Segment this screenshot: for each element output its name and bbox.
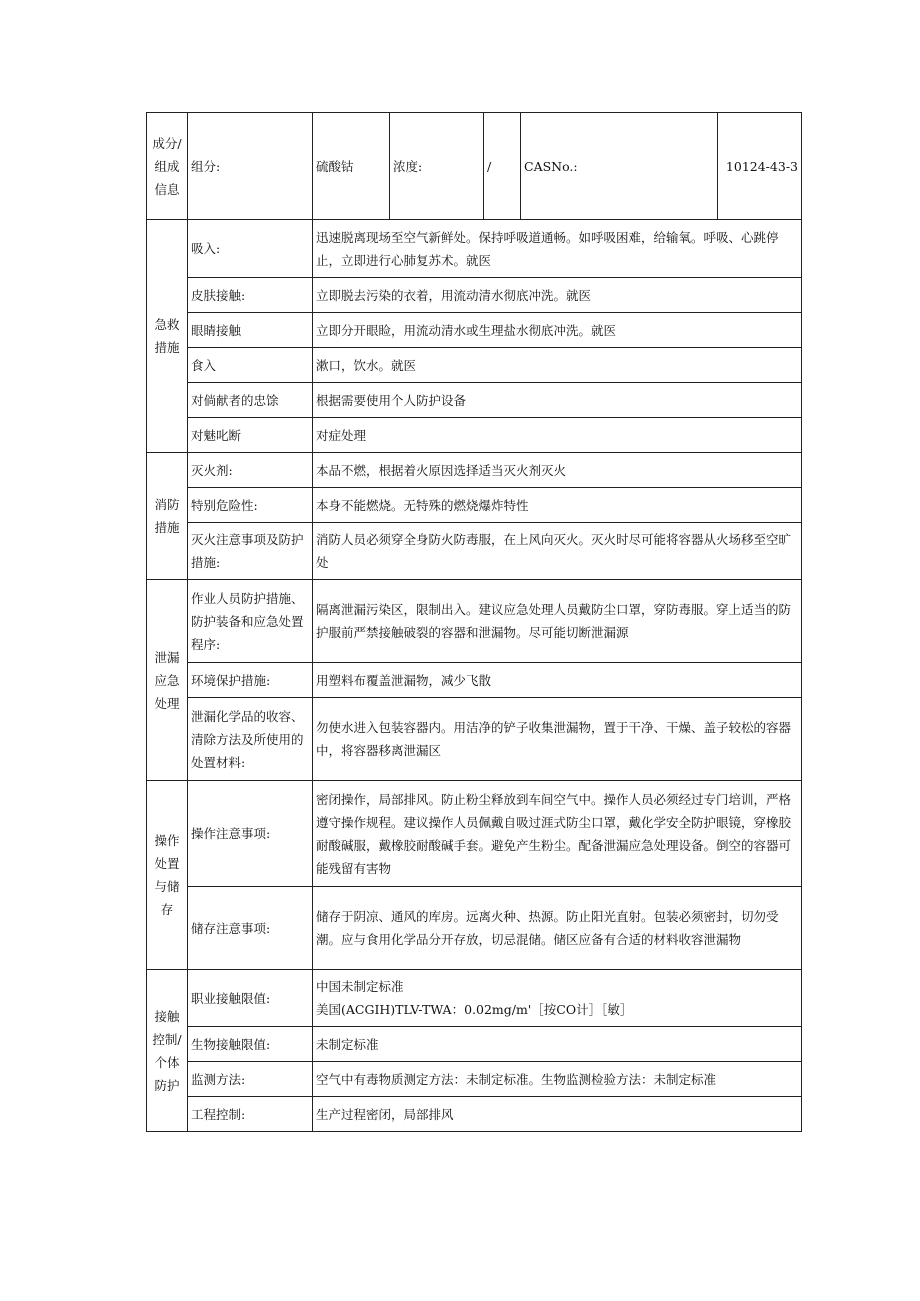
exposure-label: 工程控制: bbox=[188, 1097, 313, 1132]
exposure-row bbox=[147, 970, 802, 1027]
cas-value: 10124-43-3 bbox=[718, 113, 802, 220]
first-aid-row bbox=[147, 220, 802, 278]
exposure-content: 空气中有毒物质测定方法：未制定标准。生物监测检验方法：未制定标准 bbox=[313, 1062, 802, 1097]
fire-row bbox=[147, 453, 802, 488]
first-aid-row bbox=[147, 278, 802, 313]
exposure-row bbox=[147, 1097, 802, 1132]
cas-label: CASNo.: bbox=[521, 113, 718, 220]
handling-section-title: 操作处置与储存 bbox=[147, 781, 188, 970]
first-aid-content: 漱口，饮水。就医 bbox=[313, 348, 802, 383]
fire-row bbox=[147, 488, 802, 523]
fire-label: 灭火剂: bbox=[188, 453, 313, 488]
leak-label: 环境保护措施: bbox=[188, 663, 313, 698]
handling-content: 密闭操作，局部排风。防止粉尘释放到车间空气中。操作人员必须经过专门培训，严格遵守操作规程。建议操作人员佩戴自吸过涯式防尘口罩，戴化学安全防护眼镜，穿橡胶耐酸碱服，戴橡胶耐酸碱手套。避免产生粉尘。配备泄漏应急处理设备。倒空的容器可能残留有害物 bbox=[313, 781, 802, 887]
leak-content: 隔离泄漏污染区，限制出入。建议应急处理人员戴防尘口罩，穿防毒服。穿上适当的防护服前严禁接触破裂的容器和泄漏物。尽可能切断泄漏源 bbox=[313, 580, 802, 663]
first-aid-label: 对魅叱断 bbox=[188, 418, 313, 453]
exposure-content bbox=[313, 970, 802, 1027]
leak-section-title: 泄漏应急处理 bbox=[147, 580, 188, 781]
exposure-limit-acgih: 美国(ACGIH)TLV-TWA：0.02mg/m'［按CO计］［敏］ bbox=[316, 1002, 633, 1017]
fire-section-title: 消防措施 bbox=[147, 453, 188, 580]
leak-label: 作业人员防护措施、防护装备和应急处置程序: bbox=[188, 580, 313, 663]
handling-label: 操作注意事项: bbox=[188, 781, 313, 887]
exposure-label: 职业接触限值: bbox=[188, 970, 313, 1027]
fire-row bbox=[147, 523, 802, 580]
fire-label: 灭火注意事项及防护措施: bbox=[188, 523, 313, 580]
fire-content: 消防人员必须穿全身防火防毒服，在上风向灭火。灭火时尽可能将容器从火场移至空旷处 bbox=[313, 523, 802, 580]
handling-content: 储存于阴凉、通风的库房。远离火种、热源。防止阳光直射。包装必须密封，切勿受潮。应与食用化学品分开存放，切忌混储。储区应备有合适的材料收容泄漏物 bbox=[313, 887, 802, 970]
first-aid-label: 食入 bbox=[188, 348, 313, 383]
first-aid-row bbox=[147, 313, 802, 348]
fire-content: 本品不燃，根据着火原因选择适当灭火剂灭火 bbox=[313, 453, 802, 488]
leak-content: 用塑料布覆盖泄漏物，减少飞散 bbox=[313, 663, 802, 698]
exposure-content: 未制定标准 bbox=[313, 1027, 802, 1062]
leak-row bbox=[147, 698, 802, 781]
first-aid-content: 对症处理 bbox=[313, 418, 802, 453]
fire-content: 本身不能燃烧。无特殊的燃烧爆炸特性 bbox=[313, 488, 802, 523]
first-aid-content: 立即脱去污染的衣着，用流动清水彻底冲洗。就医 bbox=[313, 278, 802, 313]
exposure-label: 监测方法: bbox=[188, 1062, 313, 1097]
first-aid-section-title: 急救措施 bbox=[147, 220, 188, 453]
composition-section-title: 成分/组成信息 bbox=[147, 113, 188, 220]
exposure-row bbox=[147, 1027, 802, 1062]
component-value: 硫酸钴 bbox=[313, 113, 390, 220]
exposure-label: 生物接触限值: bbox=[188, 1027, 313, 1062]
exposure-section-title: 接触控制/个体防护 bbox=[147, 970, 188, 1132]
first-aid-label: 对倘献者的忠馀 bbox=[188, 383, 313, 418]
msds-table bbox=[146, 112, 802, 1132]
leak-row bbox=[147, 663, 802, 698]
leak-row bbox=[147, 580, 802, 663]
fire-label: 特别危险性: bbox=[188, 488, 313, 523]
handling-label: 储存注意事项: bbox=[188, 887, 313, 970]
first-aid-content: 迅速脱离现场至空气新鲜处。保持呼吸道通畅。如呼吸困难，给输氧。呼吸、心跳停止，立即进行心肺复苏术。就医 bbox=[313, 220, 802, 278]
first-aid-row bbox=[147, 383, 802, 418]
exposure-row bbox=[147, 1062, 802, 1097]
composition-row bbox=[147, 113, 802, 220]
exposure-content: 生产过程密闭，局部排风 bbox=[313, 1097, 802, 1132]
first-aid-label: 皮肤接触: bbox=[188, 278, 313, 313]
handling-row bbox=[147, 781, 802, 887]
concentration-value: / bbox=[484, 113, 521, 220]
first-aid-label: 眼睛接触 bbox=[188, 313, 313, 348]
exposure-limit-china: 中国未制定标准 bbox=[316, 979, 404, 994]
first-aid-row bbox=[147, 418, 802, 453]
leak-content: 勿使水进入包装容器内。用洁净的铲子收集泄漏物，置于干净、干燥、盖子较松的容器中，将容器移离泄漏区 bbox=[313, 698, 802, 781]
first-aid-content: 根据需要使用个人防护设备 bbox=[313, 383, 802, 418]
first-aid-label: 吸入: bbox=[188, 220, 313, 278]
concentration-label: 浓度: bbox=[390, 113, 484, 220]
component-label: 组分: bbox=[188, 113, 313, 220]
first-aid-row bbox=[147, 348, 802, 383]
handling-row bbox=[147, 887, 802, 970]
leak-label: 泄漏化学品的收容、清除方法及所使用的处置材料: bbox=[188, 698, 313, 781]
first-aid-content: 立即分开眼睑，用流动清水或生理盐水彻底冲洗。就医 bbox=[313, 313, 802, 348]
